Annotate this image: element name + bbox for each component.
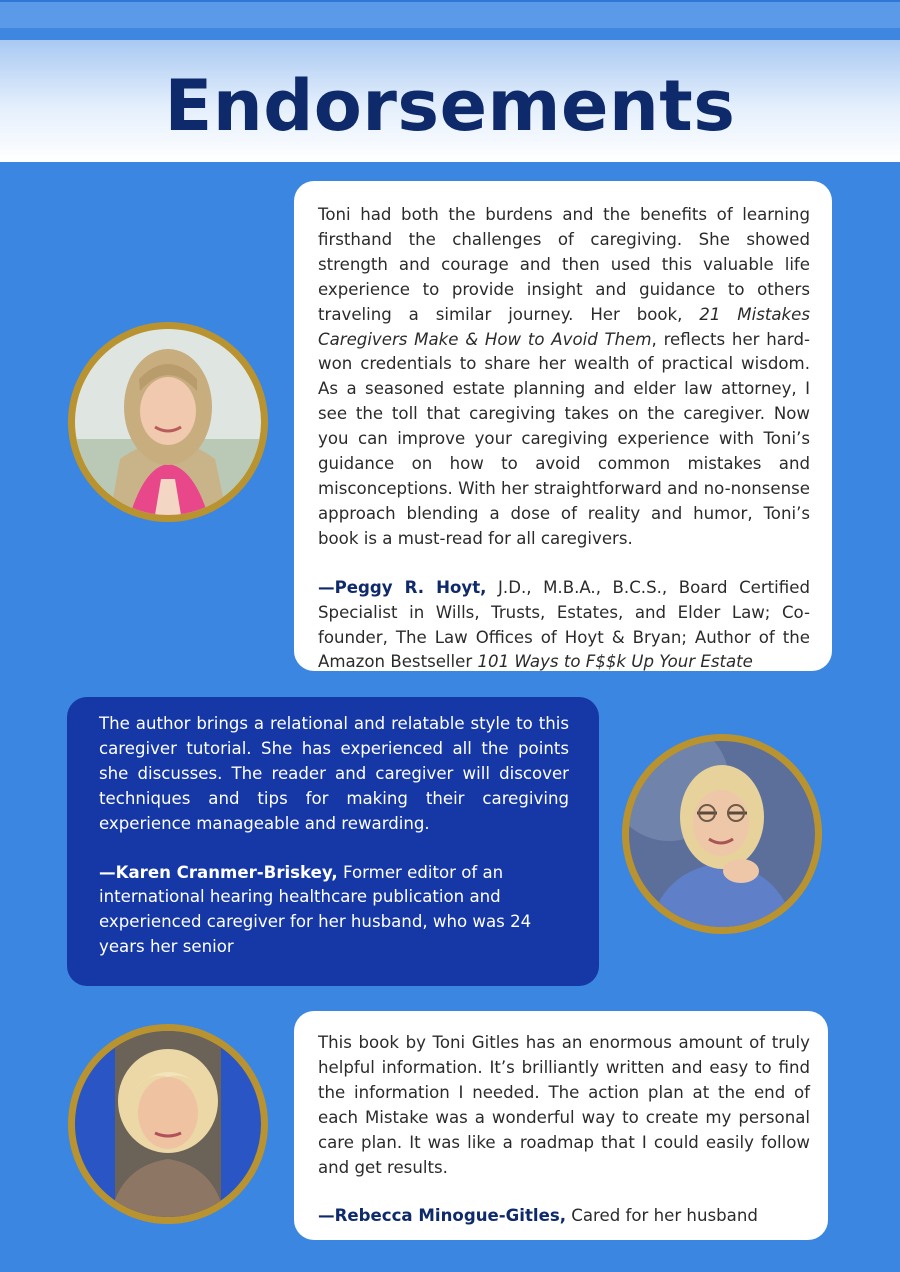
endorsement-quote: This book by Toni Gitles has an enormous amount of truly helpful information. It’s brilliantly written and easy to find the information I needed. The action plan at the end of each Mistake was a wonderful way to create my personal care plan. It was like a roadmap that I could easily follow and get results. (318, 1033, 810, 1177)
endorser-photo-3 (68, 1024, 268, 1224)
endorsement-attribution (99, 861, 569, 961)
author-name: —Peggy R. Hoyt, (318, 577, 487, 597)
endorser-photo-2 (622, 734, 822, 934)
portrait-photo-icon (75, 1031, 261, 1217)
endorsement-attribution (318, 1204, 810, 1229)
endorsement-card-1 (294, 181, 832, 671)
endorsement-card-2 (67, 697, 599, 986)
portrait-photo-icon (629, 741, 815, 927)
author-credentials: Former editor of an international hearing healthcare publication and experienced caregiver for her husband, who was 24 years her senior (99, 862, 532, 957)
book-title: 21 Mistakes Caregivers Make & How to Avoid Them (318, 304, 810, 349)
endorsement-quote (318, 203, 810, 552)
author-credentials: Cared for her husband (566, 1206, 758, 1226)
author-name: —Rebecca Minogue-Gitles, (318, 1206, 567, 1226)
header (0, 40, 900, 162)
quote-text: , reflects her hard-won credentials to share her wealth of practical wisdom. As a seasoned estate planning and elder law attorney, I see the toll that caregiving takes on the caregiver. Now you can improve your caregiving experience with Toni’s guidance on how to avoid common mistakes and misconceptions. With her straightforward and no-nonsense approach blending a dose of reality and humor, Toni’s book is a must-read for all caregivers. (318, 329, 810, 548)
endorsement-card-3 (294, 1011, 828, 1240)
quote-text: Toni had both the burdens and the benefits of learning firsthand the challenges of caregiving. She showed strength and courage and then used this valuable life experience to provide insight and guidance to others traveling a similar journey. Her book, (318, 205, 810, 324)
top-stripe (0, 0, 900, 40)
author-book-title: 101 Ways to F$$k Up Your Estate (477, 652, 753, 672)
author-credentials: J.D., M.B.A., B.C.S., Board Certified Specialist in Wills, Trusts, Estates, and Elder Law; Co-founder, The Law Offices of Hoyt & Bryan; Author of the Amazon Bestseller (318, 577, 810, 672)
author-name: —Karen Cranmer-Briskey, (99, 862, 338, 882)
endorsement-attribution (318, 576, 810, 676)
portrait-photo-icon (75, 329, 261, 515)
page-title: Endorsements (164, 65, 736, 147)
endorsement-quote: The author brings a relational and relatable style to this caregiver tutorial. She has experienced all the points she discusses. The reader and caregiver will discover techniques and tips for making their caregiving experience manageable and rewarding. (99, 714, 569, 833)
endorser-photo-1 (68, 322, 268, 522)
